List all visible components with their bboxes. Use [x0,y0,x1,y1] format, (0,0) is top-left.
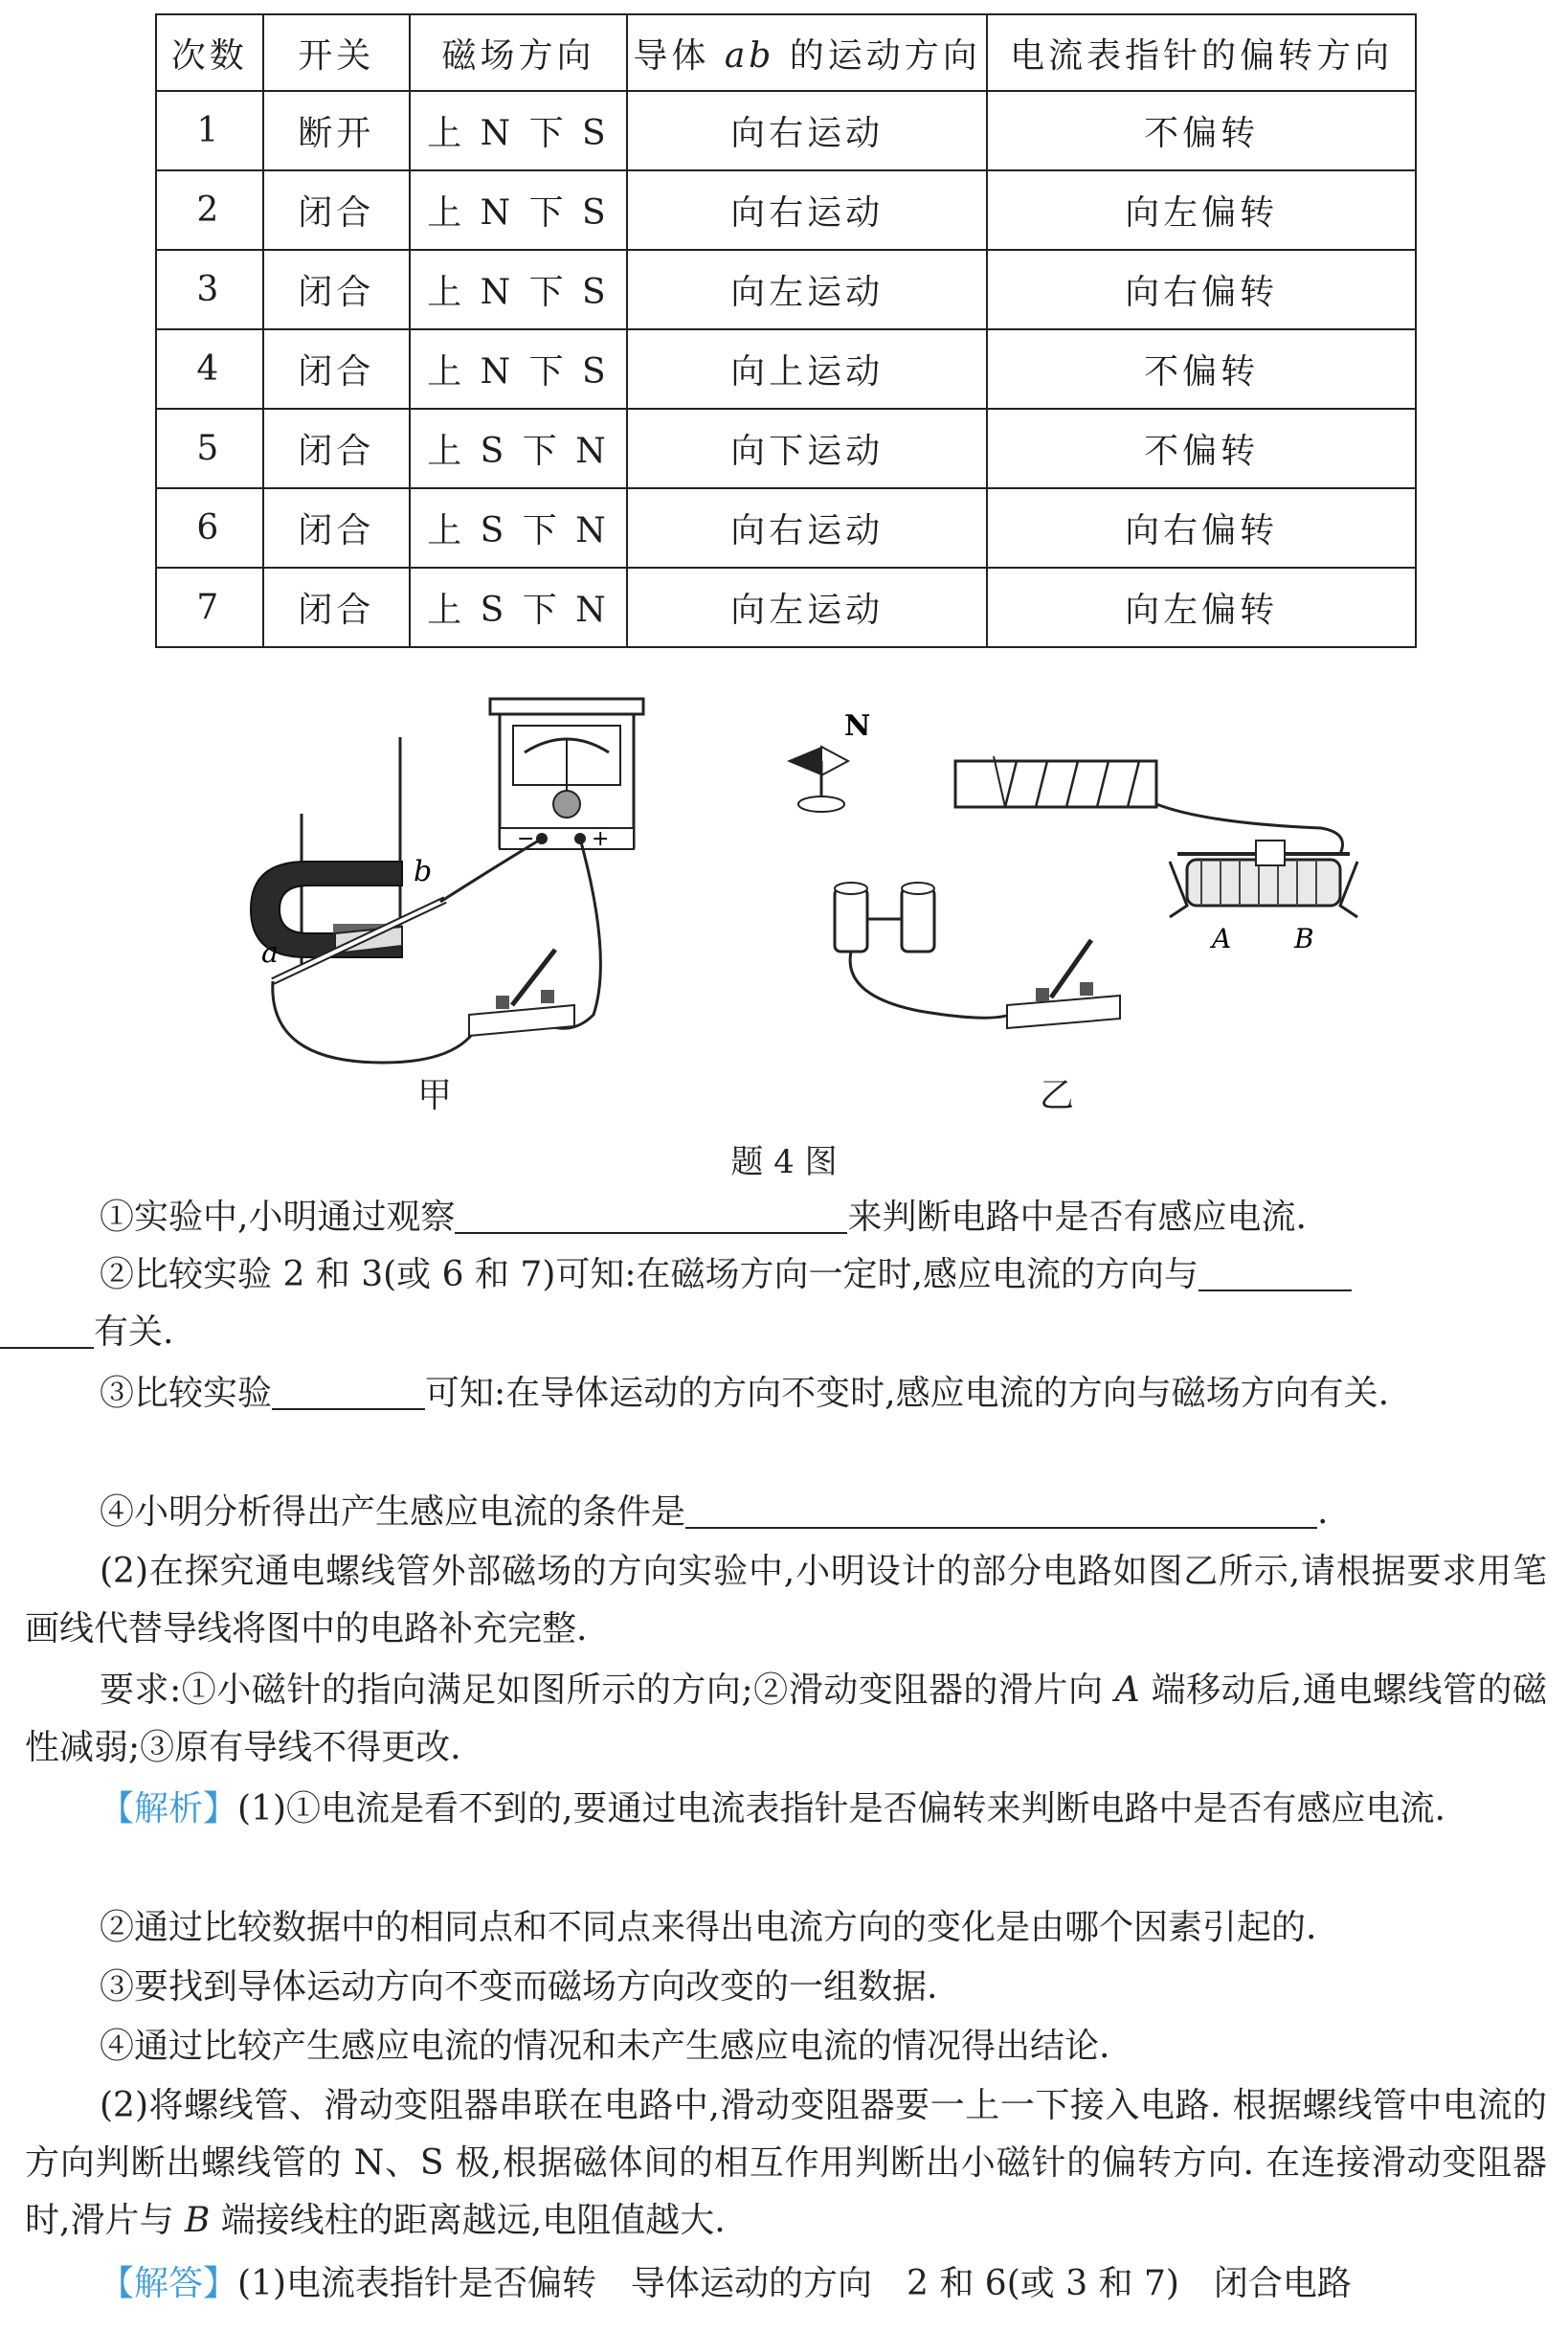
table-header-cell: 电流表指针的偏转方向 [987,14,1416,91]
table-cell: 5 [156,409,263,488]
ammeter-knob [553,791,580,818]
table-cell: 向右运动 [627,170,987,250]
header-text: 导体 [633,35,725,76]
switch-base [1007,996,1120,1028]
label-N: N [844,709,871,743]
experiment-table [155,13,1417,648]
table-header-cell: 次数 [156,14,263,91]
answer-blank[interactable] [1198,1251,1352,1291]
circuit-figure [0,670,1568,1120]
rheostat-slider [1256,841,1285,865]
figure-jia [251,699,643,1063]
table-cell: 不偏转 [987,91,1416,170]
table-row [156,250,1416,329]
battery [902,888,934,952]
requirements-text: 端移动后,通电螺线管的磁性减弱;③原有导线不得更改. [25,1671,1547,1767]
battery-top [835,883,867,894]
battery [835,888,867,952]
table-header-cell [627,14,987,91]
table-header-cell: 开关 [263,14,410,91]
table-cell: 3 [156,250,263,329]
compass-needle-icon [821,747,848,775]
question-1 [25,1189,1547,1246]
table-cell: 向右偏转 [987,488,1416,568]
question-text: 可知:在导体运动的方向不变时,感应电流的方向与磁场方向有关. [425,1374,1390,1413]
table-cell: 闭合 [263,329,410,409]
table-cell: 上 N 下 S [410,329,627,409]
switch-base [469,1005,574,1036]
table-cell: 4 [156,329,263,409]
table-cell: 向上运动 [627,329,987,409]
analysis-4: ④通过比较产生感应电流的情况和未产生感应电流的情况得出结论. [100,2027,1110,2066]
header-variable: ab [724,35,775,76]
figure-label-jia: 甲 [417,1076,453,1115]
table-cell: 上 N 下 S [410,170,627,250]
table-header-cell: 磁场方向 [410,14,627,91]
table-row [156,329,1416,409]
table-row [156,409,1416,488]
table-cell: 断开 [263,91,410,170]
table-cell: 闭合 [263,568,410,647]
answer-tag: 【解答】 [100,2264,238,2303]
wire [273,981,479,1063]
analysis-tag: 【解析】 [100,1789,238,1828]
question-text: 有关. [94,1312,174,1352]
answer-blank[interactable] [0,1309,94,1349]
compass-base [798,796,844,812]
wire [550,839,600,1028]
analysis-text: 端接线柱的距离越远,电阻值越大. [210,2201,726,2240]
table-cell: 向下运动 [627,409,987,488]
wire [850,952,1010,1018]
table-cell: 向左偏转 [987,170,1416,250]
table-cell: 向右运动 [627,488,987,568]
analysis-text: (1)①电流是看不到的,要通过电流表指针是否偏转来判断电路中是否有感应电流. [237,1789,1445,1828]
analysis-text: (2)将螺线管、滑动变阻器串联在电路中,滑动变阻器要一上一下接入电路. 根据螺线管中电流的方向判断出螺线管的 N、S 极,根据磁体间的相互作用判断出小磁针的偏转方向. 在连接滑动变阻器时,滑片与 [25,2086,1547,2240]
header-text: 的运动方向 [774,35,981,76]
table-cell: 向左偏转 [987,568,1416,647]
analysis-3: ③要找到导体运动方向不变而磁场方向改变的一组数据. [100,1967,938,2007]
figure-label-yi: 乙 [1040,1076,1075,1115]
figure-caption: 题 4 图 [730,1143,838,1181]
wire [440,839,542,902]
table-row [156,91,1416,170]
question-3 [25,1365,1547,1423]
table-cell: 闭合 [263,409,410,488]
requirements-variable: A [1114,1671,1140,1710]
label-b: b [414,855,433,888]
meter-minus-label: − [517,827,535,851]
switch-clip [1080,982,1093,996]
table-cell: 7 [156,568,263,647]
table-cell: 上 N 下 S [410,250,627,329]
table-row [156,568,1416,647]
answer-text: (1)电流表指针是否偏转 导体运动的方向 2 和 6(或 3 和 7) 闭合电路 [237,2264,1352,2303]
answer-blank[interactable] [455,1194,847,1234]
question-part-2: (2)在探究通电螺线管外部磁场的方向实验中,小明设计的部分电路如图乙所示,请根据要求用笔画线代替导线将图中的电路补充完整. [25,1552,1547,1648]
question-text: ④小明分析得出产生感应电流的条件是 [100,1492,686,1532]
ammeter-top [490,699,643,714]
table-row [156,170,1416,250]
analysis-variable: B [184,2201,211,2240]
table-cell: 上 N 下 S [410,91,627,170]
table-cell: 6 [156,488,263,568]
table-cell: 闭合 [263,170,410,250]
question-text: ②比较实验 2 和 3(或 6 和 7)可知:在磁场方向一定时,感应电流的方向与 [100,1255,1198,1294]
table-cell: 向左运动 [627,250,987,329]
analysis-2: ②通过比较数据中的相同点和不同点来得出电流方向的变化是由哪个因素引起的. [100,1908,1317,1947]
figure-yi [787,709,1357,1028]
answer-blank[interactable] [685,1489,1317,1529]
table-cell: 1 [156,91,263,170]
table-cell: 向右偏转 [987,250,1416,329]
table-cell: 不偏转 [987,409,1416,488]
question-2 [25,1246,1547,1361]
battery-top [902,883,934,894]
question-text: ③比较实验 [100,1374,273,1413]
table-cell: 上 S 下 N [410,488,627,568]
switch-clip [541,990,554,1003]
answer-blank[interactable] [272,1370,425,1410]
meter-plus-label: + [592,827,610,851]
table-cell: 上 S 下 N [410,409,627,488]
requirements-text: 要求:①小磁针的指向满足如图所示的方向;②滑动变阻器的滑片向 [100,1671,1115,1710]
analysis-1 [25,1781,1547,1838]
requirements [25,1662,1547,1777]
table-cell: 2 [156,170,263,250]
compass-needle-icon [787,747,821,775]
question-text: 来判断电路中是否有感应电流. [847,1198,1307,1237]
table-cell: 不偏转 [987,329,1416,409]
table-cell: 向左运动 [627,568,987,647]
solenoid [955,761,1156,807]
table-header-row [156,14,1416,91]
switch-clip [1036,988,1049,1001]
label-A: A [1212,923,1232,954]
label-B: B [1294,923,1314,954]
question-text: . [1317,1492,1329,1532]
table-cell: 上 S 下 N [410,568,627,647]
table-row [156,488,1416,568]
table-cell: 闭合 [263,250,410,329]
answer [25,2255,1547,2313]
question-text: ①实验中,小明通过观察 [100,1198,456,1237]
table-cell: 向右运动 [627,91,987,170]
question-4 [25,1484,1547,1541]
wire [1156,804,1343,854]
switch-clip [496,996,509,1009]
label-a: a [261,936,279,970]
analysis-5 [25,2077,1547,2250]
table-cell: 闭合 [263,488,410,568]
